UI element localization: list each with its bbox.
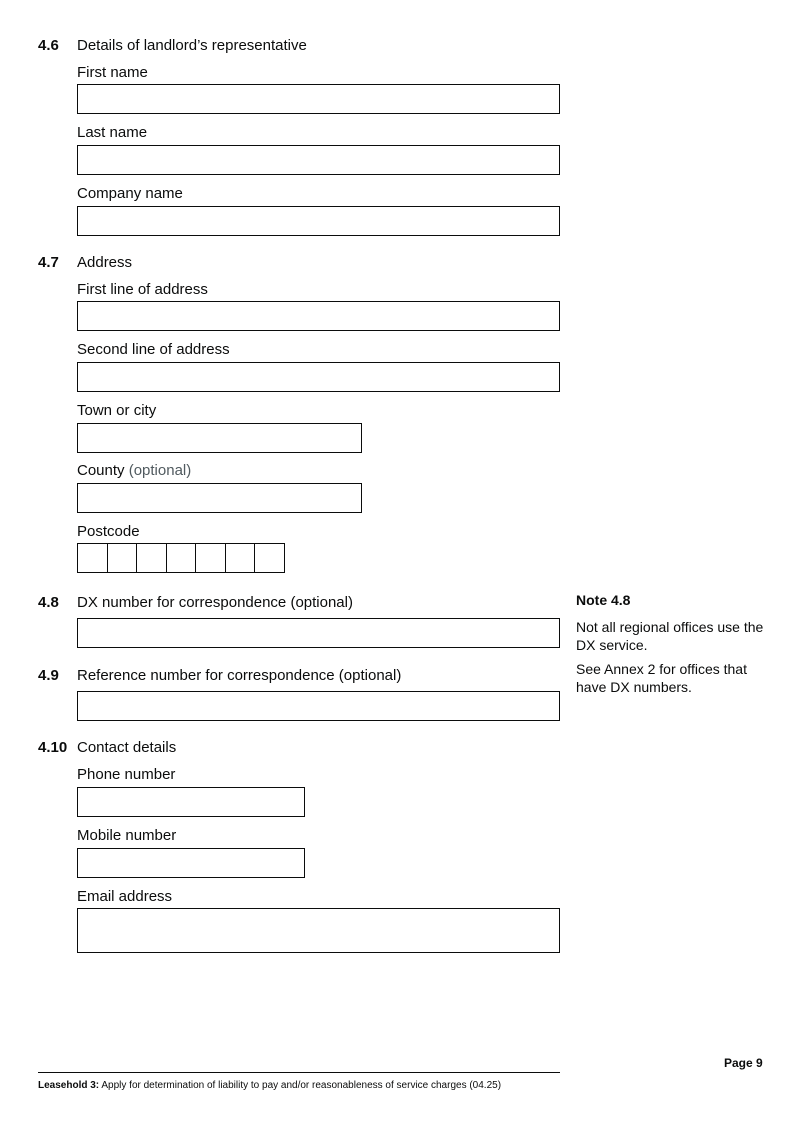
footer-form-name: Leasehold 3: [38,1080,100,1091]
section-heading-address: Address [77,254,133,271]
address-line2-label: Second line of address [77,341,230,358]
postcode-cell[interactable] [254,543,285,573]
address-line2-field[interactable] [77,362,560,392]
postcode-cell[interactable] [225,543,256,573]
section-number-4-10: 4.10 [38,739,68,756]
postcode-cell[interactable] [166,543,197,573]
mobile-label: Mobile number [77,827,177,844]
mobile-field[interactable] [77,848,305,878]
last-name-label: Last name [77,124,148,141]
postcode-cell[interactable] [107,543,138,573]
address-line1-field[interactable] [77,301,560,331]
town-label: Town or city [77,402,157,419]
section-number-4-6: 4.6 [38,37,59,54]
company-name-field[interactable] [77,206,560,236]
section-number-4-8: 4.8 [38,594,59,611]
county-field[interactable] [77,483,362,513]
page-number: Page 9 [724,1056,763,1070]
phone-field[interactable] [77,787,305,817]
section-heading-landlord-representative: Details of landlord’s representative [77,37,307,54]
postcode-cell[interactable] [136,543,167,573]
email-label: Email address [77,888,173,905]
company-name-label: Company name [77,185,183,202]
postcode-input[interactable] [77,543,284,573]
county-optional-text: (optional) [128,462,192,479]
first-name-label: First name [77,64,148,81]
reference-number-field[interactable] [77,691,560,721]
footer-form-description: Apply for determination of liability to pay and/or reasonableness of service charges (04.25) [101,1080,502,1091]
note-title: Note 4.8 [576,592,631,608]
county-label-text: County [77,462,125,479]
town-field[interactable] [77,423,362,453]
postcode-cell[interactable] [77,543,108,573]
phone-label: Phone number [77,766,176,783]
address-line1-label: First line of address [77,281,208,298]
email-field[interactable] [77,908,560,953]
note-text-dx-service: Not all regional offices use the DX service. [576,619,764,653]
last-name-field[interactable] [77,145,560,175]
dx-number-field[interactable] [77,618,560,648]
note-text-annex: See Annex 2 for offices that have DX numbers. [576,661,747,695]
section-heading-reference-number: Reference number for correspondence (optional) [77,667,402,684]
postcode-label: Postcode [77,523,140,540]
first-name-field[interactable] [77,84,560,114]
footer-text [38,1080,501,1092]
section-heading-dx-number: DX number for correspondence (optional) [77,594,353,611]
footer-divider [38,1072,560,1073]
section-heading-contact-details: Contact details [77,739,177,756]
section-number-4-9: 4.9 [38,667,59,684]
county-label [77,462,191,480]
postcode-cell[interactable] [195,543,226,573]
section-number-4-7: 4.7 [38,254,59,271]
